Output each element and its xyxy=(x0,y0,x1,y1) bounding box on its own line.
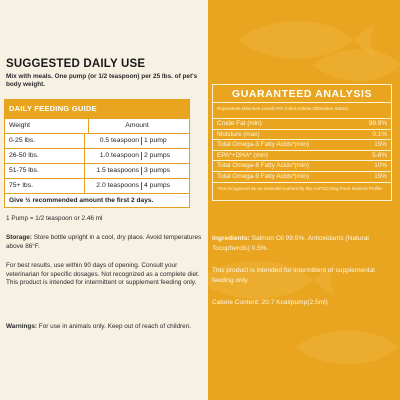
analysis-label: Crude Fat (min) xyxy=(217,120,262,127)
weight-cell: 75+ lbs. xyxy=(5,179,85,193)
table-row xyxy=(5,133,189,148)
analysis-row xyxy=(213,140,391,151)
analysis-value: 15% xyxy=(374,172,387,180)
table-header-row xyxy=(5,118,189,133)
warnings-text xyxy=(6,323,202,332)
ingredients-label: Ingredients: xyxy=(212,235,250,242)
feeding-guide-footer: Give ½ recommended amount the first 2 days. xyxy=(5,193,189,207)
analysis-footnote: *Not recognized as an essential nutrient by the AAFCO Dog Food Nutrient Profile xyxy=(217,185,382,191)
right-panel xyxy=(208,0,400,400)
pump-cell: 4 pumps xyxy=(141,182,185,190)
intended-use-text: This product is intended for intermittent or supplemental feeding only. xyxy=(212,267,375,284)
analysis-label: EPA*+DHA* (min) xyxy=(217,151,268,159)
table-row xyxy=(5,148,189,163)
storage-body: Store bottle upright in a cool, dry place. Avoid temperatures above 86°F. xyxy=(6,234,202,250)
analysis-value: 0.1% xyxy=(372,130,387,138)
weight-cell: 0-25 lbs. xyxy=(5,134,85,148)
guaranteed-analysis-box xyxy=(212,84,392,201)
storage-text xyxy=(6,234,202,251)
analysis-subtitle: Represents Minimum Levels Per 2.5ml Unless Otherwise Stated. xyxy=(213,103,391,119)
table-row xyxy=(5,178,189,193)
analysis-row xyxy=(213,130,391,141)
calorie-content: Calorie Content: 20.7 Kcal/pump(2.5ml) xyxy=(212,299,328,306)
feeding-guide-table xyxy=(4,99,190,208)
table-row xyxy=(5,163,189,178)
analysis-label: Total Omega-9 Fatty Acids*(min) xyxy=(217,172,309,180)
warnings-body: For use in animals only. Keep out of reach of children. xyxy=(37,323,192,330)
pump-equivalence: 1 Pump = 1/2 teaspoon or 2.46 ml xyxy=(6,215,103,222)
guaranteed-analysis-title: GUARANTEED ANALYSIS xyxy=(213,85,391,103)
section-title: SUGGESTED DAILY USE xyxy=(6,58,146,70)
analysis-row xyxy=(213,172,391,183)
column-header-weight: Weight xyxy=(5,119,89,133)
pump-cell: 3 pumps xyxy=(141,167,185,175)
weight-cell: 51-75 lbs. xyxy=(5,164,85,178)
analysis-value: 99.9% xyxy=(368,120,387,127)
analysis-label: Total Omega-3 Fatty Acids*(min) xyxy=(217,141,309,149)
ingredients-text xyxy=(212,234,396,254)
warnings-label: Warnings: xyxy=(6,323,38,330)
teaspoon-cell: 1.5 teaspoons xyxy=(96,167,139,174)
teaspoon-cell: 1.0 teaspoon xyxy=(99,152,139,159)
fish-silhouette-icon xyxy=(308,40,400,90)
intro-text: Mix with meals. One pump (or 1/2 teaspoon) per 25 lbs. of pet's body weight. xyxy=(6,73,198,89)
pump-cell: 2 pumps xyxy=(141,152,185,160)
ingredients-body: Salmon Oil 99.5%, Antioxidants (Natural Tocopherols) 0.5%. xyxy=(212,235,369,252)
feeding-guide-heading: DAILY FEEDING GUIDE xyxy=(5,100,189,118)
weight-cell: 26-50 lbs. xyxy=(5,149,85,163)
analysis-row xyxy=(213,151,391,162)
analysis-value: 10% xyxy=(374,162,387,170)
analysis-row xyxy=(213,161,391,172)
analysis-value: 5-8% xyxy=(372,151,387,159)
fish-silhouette-icon xyxy=(288,320,400,375)
column-header-amount: Amount xyxy=(125,122,149,129)
analysis-label: Total Omega-6 Fatty Acids*(min) xyxy=(217,162,309,170)
analysis-row xyxy=(213,119,391,130)
analysis-label: Moisture (max) xyxy=(217,130,260,138)
pump-cell: 1 pump xyxy=(141,137,185,145)
teaspoon-cell: 2.0 teaspoons xyxy=(96,182,139,189)
best-results-text: For best results, use within 90 days of opening. Consult your veterinarian for specific dosages. Not recognized as a complete diet. This product is intended for intermittent or supplement feeding only. xyxy=(6,262,200,286)
teaspoon-cell: 0.5 teaspoon xyxy=(99,137,139,144)
analysis-value: 15% xyxy=(374,141,387,149)
storage-label: Storage: xyxy=(6,234,32,241)
